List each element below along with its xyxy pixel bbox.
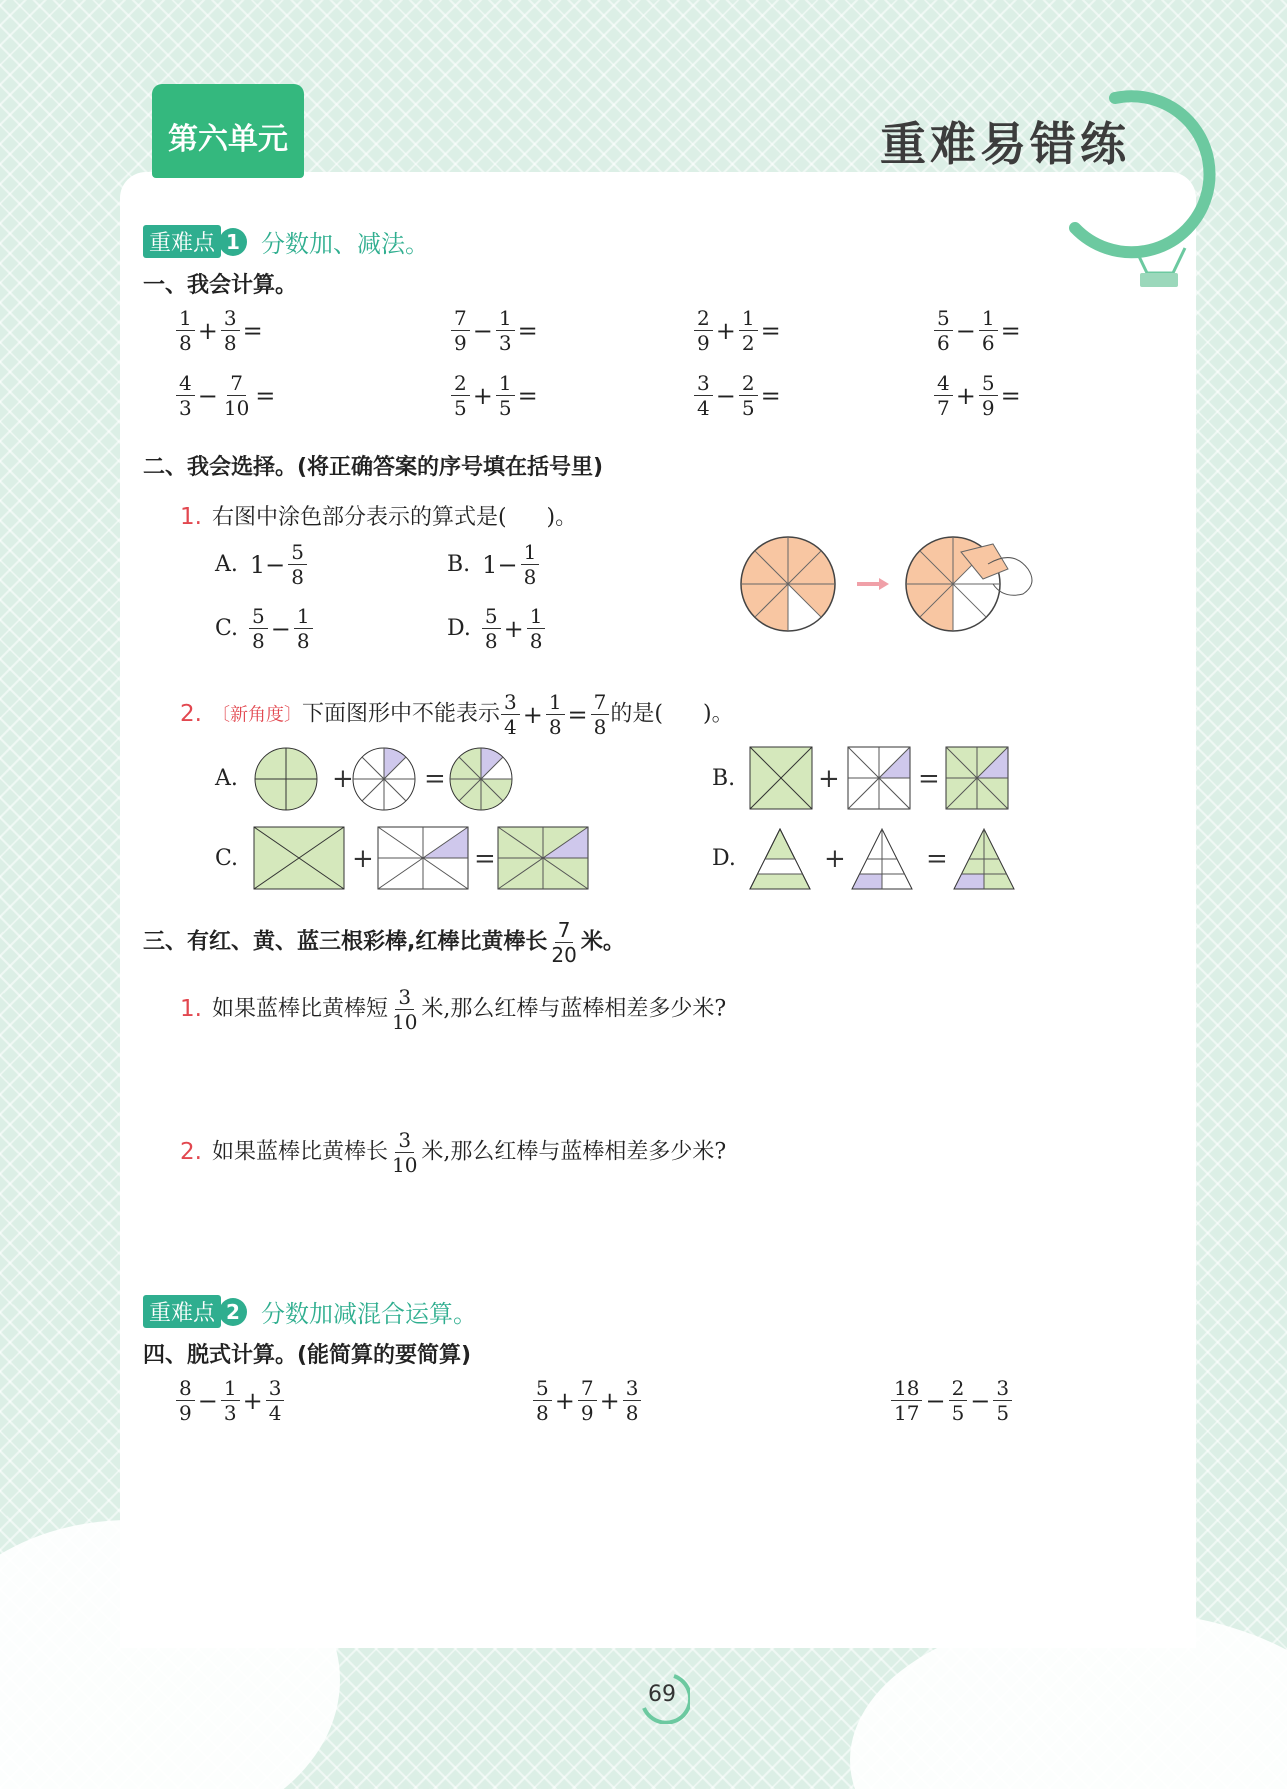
question-3-1 [180,985,726,1034]
numerator: 3 [501,690,520,715]
unit-tab-label: 第六单元 [168,122,288,157]
content-panel [120,172,1196,1648]
fraction [934,371,953,420]
svg-text:+: + [818,764,840,794]
operator: = [255,381,276,410]
operator: = [517,381,538,410]
fraction [694,306,713,355]
section-header-2 [143,1294,477,1329]
question-text-end: 的是( [610,701,663,727]
new-angle-tag: 〔新角度〕 [211,704,302,726]
numerator: 2 [451,371,470,396]
fraction [221,1376,240,1425]
svg-text:+: + [352,844,374,874]
choice-option [447,604,546,653]
key-point-number: 1 [219,228,247,256]
numerator: 3 [221,306,240,331]
numerator: 3 [395,1128,414,1153]
numerator: 1 [979,306,998,331]
numerator: 7 [555,918,574,943]
numerator: 7 [591,690,610,715]
fraction [979,306,998,355]
question-fraction [388,985,421,1034]
question-2-title: 二、我会选择。(将正确答案的序号填在括号里) [143,455,604,480]
operator: = [567,700,588,729]
numerator: 7 [227,371,246,396]
numerator: 1 [527,604,546,629]
calc-item [933,306,1023,355]
operator: + [242,1386,263,1415]
option-label: D. [447,615,471,641]
question-3-unit: 米。 [580,929,625,955]
operator: − [472,316,493,345]
option-b-label: B. [712,766,736,791]
fraction [591,690,610,739]
operator: = [1000,316,1021,345]
question-number: 1. [180,995,202,1022]
numerator: 3 [395,985,414,1010]
page-number-badge [634,1668,690,1724]
fraction [176,371,195,420]
question-4-title: 四、脱式计算。(能简算的要简算) [143,1343,472,1368]
fraction [623,1376,642,1425]
denominator: 10 [391,1010,418,1034]
option-c-figure [252,825,592,893]
numerator: 3 [993,1376,1012,1401]
operator: + [599,1386,620,1415]
denominator: 10 [223,396,250,420]
calc-item [693,371,783,420]
section-header-1 [143,224,429,259]
numerator: 1 [521,540,540,565]
numerator: 1 [221,1376,240,1401]
question-2-1 [180,500,577,531]
question-number: 2. [180,1138,202,1165]
option-b-figure [748,745,1018,813]
denominator: 6 [981,331,995,355]
question-2-2 [180,690,734,739]
calc-item [693,306,783,355]
option-a-figure [252,745,522,813]
denominator: 3 [223,1401,237,1425]
fraction [496,306,515,355]
numerator: 5 [482,604,501,629]
choice-option [447,540,540,589]
numerator: 1 [546,690,565,715]
option-d-figure [748,825,1018,893]
question-text-end: 米,那么红棒与蓝棒相差多少米? [421,1139,727,1165]
operator: − [955,316,976,345]
fraction [578,1376,597,1425]
operator: − [925,1386,946,1415]
denominator: 3 [498,331,512,355]
numerator: 3 [694,371,713,396]
numerator: 2 [739,371,758,396]
operator: − [270,614,291,643]
question-3-text: 三、有红、黄、蓝三根彩棒,红棒比黄棒长 [143,929,548,955]
fraction [934,306,953,355]
denominator: 3 [179,396,192,420]
numerator: 1 [496,306,515,331]
operator: + [955,381,976,410]
denominator: 10 [391,1153,418,1177]
denominator: 8 [529,629,543,653]
numerator: 1 [176,306,195,331]
choice-option [215,604,314,653]
question-text-end: 米,那么红棒与蓝棒相差多少米? [421,996,727,1022]
choice-option [215,540,308,589]
operator: − [970,1386,991,1415]
fraction [546,690,565,739]
denominator: 5 [454,396,467,420]
calc-item [450,371,540,420]
svg-text:+: + [332,764,354,794]
svg-text:=: = [918,764,940,794]
numerator: 1 [294,604,313,629]
pie-figure [735,530,1065,640]
key-point-badge: 重难点 [143,225,221,258]
question-text: 下面图形中不能表示 [301,701,500,727]
section-topic: 分数加、减法。 [261,230,430,258]
fraction [527,604,546,653]
option-label: C. [215,615,239,641]
denominator: 17 [894,1401,920,1425]
denominator: 4 [268,1401,282,1425]
denominator: 8 [252,629,265,653]
question-number: 1. [180,504,202,530]
numerator: 4 [934,371,953,396]
operator: = [1000,381,1021,410]
fraction [221,371,252,420]
operator: + [554,1386,575,1415]
fraction [891,1376,922,1425]
numerator: 2 [694,306,713,331]
denominator: 2 [741,331,755,355]
denominator: 5 [996,1401,1010,1425]
fraction [694,371,713,420]
option-label: B. [447,551,471,577]
fraction [176,306,195,355]
numerator: 5 [288,540,307,565]
operator: − [197,381,218,410]
operator: + [522,700,543,729]
denominator: 9 [179,1401,192,1425]
question-1-title: 一、我会计算。 [143,273,298,298]
numerator: 5 [934,306,953,331]
denominator: 8 [179,331,192,355]
mixed-expression [175,1376,285,1425]
svg-text:=: = [474,844,496,874]
numerator: 7 [451,306,470,331]
fraction [548,918,579,967]
denominator: 4 [697,396,710,420]
numerator: 5 [533,1376,552,1401]
fraction [533,1376,552,1425]
fraction [451,371,470,420]
operator: + [472,381,493,410]
numerator: 3 [266,1376,285,1401]
fraction [294,604,313,653]
operator: − [715,381,736,410]
mixed-expression [890,1376,1013,1425]
numerator: 2 [949,1376,968,1401]
denominator: 9 [981,396,995,420]
denominator: 5 [498,396,512,420]
operator: + [715,316,736,345]
question-text-close: )。 [702,701,734,727]
calc-item [450,306,540,355]
fraction [451,306,470,355]
fraction [739,306,758,355]
question-3-2 [180,1128,726,1177]
option-a-label: A. [215,766,238,791]
page-title: 重难易错练 [880,117,1130,171]
fraction [249,604,268,653]
fraction [739,371,758,420]
fraction [266,1376,285,1425]
option-c-label: C. [215,846,239,871]
operator: 1− [482,550,518,579]
denominator: 8 [291,565,305,589]
denominator: 20 [551,943,577,967]
numerator: 3 [623,1376,642,1401]
svg-text:=: = [926,844,948,874]
question-fraction [388,1128,421,1177]
numerator: 5 [979,371,998,396]
question-expression [500,690,610,739]
operator: + [503,614,524,643]
fraction [389,985,420,1034]
question-text: 如果蓝棒比黄棒长 [211,1139,388,1165]
denominator: 6 [937,331,950,355]
question-3-fraction [547,918,580,967]
section-topic: 分数加减混合运算。 [261,1300,478,1328]
calc-item [175,306,265,355]
fraction [521,540,540,589]
fraction [993,1376,1012,1425]
question-text: 如果蓝棒比黄棒短 [211,996,388,1022]
fraction [949,1376,968,1425]
fraction [979,371,998,420]
svg-text:+: + [824,844,846,874]
mixed-expression [532,1376,642,1425]
fraction [389,1128,420,1177]
question-text-end: )。 [546,505,578,530]
denominator: 7 [937,396,950,420]
operator: = [242,316,263,345]
operator: = [517,316,538,345]
denominator: 4 [503,715,517,739]
denominator: 8 [625,1401,639,1425]
option-d-label: D. [712,846,736,871]
fraction [496,371,515,420]
denominator: 8 [523,565,537,589]
denominator: 8 [593,715,607,739]
denominator: 8 [484,629,498,653]
question-text: 右图中涂色部分表示的算式是( [211,505,507,530]
numerator: 1 [496,371,515,396]
fraction [501,690,520,739]
option-label: A. [215,551,238,577]
denominator: 8 [548,715,562,739]
calc-item [175,371,277,420]
denominator: 9 [580,1401,594,1425]
denominator: 9 [697,331,710,355]
denominator: 5 [951,1401,965,1425]
operator: = [760,316,781,345]
fraction [176,1376,195,1425]
operator: + [197,316,218,345]
fraction [221,306,240,355]
operator: − [197,1386,218,1415]
key-point-number: 2 [219,1298,247,1326]
denominator: 9 [454,331,467,355]
page-number: 69 [648,1682,676,1707]
denominator: 5 [741,396,755,420]
denominator: 8 [536,1401,549,1425]
numerator: 18 [891,1376,922,1401]
fraction [482,604,501,653]
denominator: 8 [296,629,310,653]
unit-tab [152,84,304,178]
numerator: 5 [249,604,268,629]
svg-text:=: = [424,764,446,794]
question-number: 2. [180,700,202,727]
calc-item [933,371,1023,420]
question-3-title [143,918,625,967]
numerator: 8 [176,1376,195,1401]
operator: 1− [249,550,286,579]
denominator: 8 [223,331,237,355]
key-point-badge: 重难点 [143,1295,221,1328]
numerator: 4 [176,371,195,396]
numerator: 1 [739,306,758,331]
fraction [288,540,307,589]
numerator: 7 [578,1376,597,1401]
operator: = [760,381,781,410]
